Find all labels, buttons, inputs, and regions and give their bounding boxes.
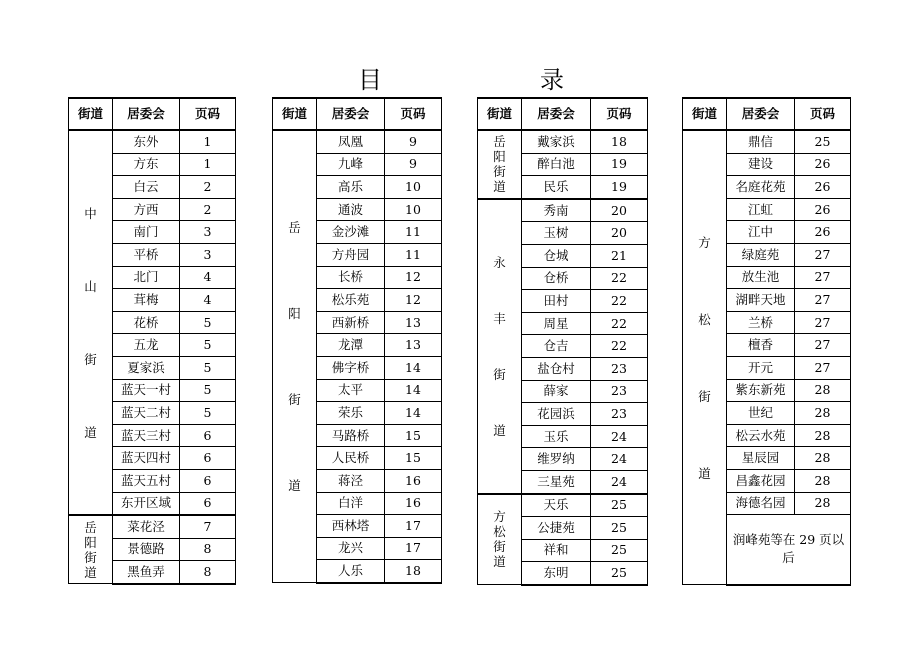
committee-name: 花园浜 — [522, 403, 591, 426]
street-name: 岳 阳 街 道 — [478, 130, 522, 199]
committee-name: 蒋泾 — [317, 469, 385, 492]
committee-name: 戴家浜 — [522, 130, 591, 153]
page-number: 22 — [591, 312, 648, 335]
page-number: 27 — [795, 334, 851, 357]
page-number: 28 — [795, 469, 851, 492]
page-number: 11 — [385, 243, 442, 266]
page-number: 5 — [180, 379, 236, 402]
page-number: 28 — [795, 492, 851, 515]
header-street: 街道 — [683, 98, 727, 130]
committee-name: 开元 — [727, 356, 795, 379]
committee-name: 星辰园 — [727, 447, 795, 470]
page-number: 2 — [180, 198, 236, 221]
page-number: 23 — [591, 403, 648, 426]
committee-name: 世纪 — [727, 402, 795, 425]
committee-name: 田村 — [522, 290, 591, 313]
page-number: 5 — [180, 334, 236, 357]
street-name: 岳 阳 街 道 — [273, 130, 317, 583]
committee-name: 东明 — [522, 562, 591, 585]
committee-name: 景德路 — [113, 538, 180, 561]
page-number: 20 — [591, 222, 648, 245]
committee-name: 西新桥 — [317, 311, 385, 334]
page-number: 6 — [180, 492, 236, 515]
table-row — [69, 515, 236, 538]
committee-name: 蓝天一村 — [113, 379, 180, 402]
page-number: 6 — [180, 447, 236, 470]
page-number: 13 — [385, 334, 442, 357]
committee-name: 盐仓村 — [522, 357, 591, 380]
committee-name: 兰桥 — [727, 311, 795, 334]
committee-name: 建设 — [727, 153, 795, 176]
committee-name: 通波 — [317, 198, 385, 221]
committee-name: 东外 — [113, 130, 180, 153]
committee-name: 九峰 — [317, 153, 385, 176]
committee-name: 仓城 — [522, 244, 591, 267]
table-row — [478, 494, 648, 517]
committee-name: 鼎信 — [727, 130, 795, 153]
page-number: 28 — [795, 447, 851, 470]
committee-name: 荣乐 — [317, 402, 385, 425]
committee-name: 南门 — [113, 221, 180, 244]
header-street: 街道 — [69, 98, 113, 130]
committee-name: 佛字桥 — [317, 356, 385, 379]
page-number: 14 — [385, 379, 442, 402]
page-number: 27 — [795, 289, 851, 312]
header-committee: 居委会 — [727, 98, 795, 130]
committee-name: 昌鑫花园 — [727, 469, 795, 492]
page-number: 27 — [795, 311, 851, 334]
page-number: 25 — [591, 494, 648, 517]
page-number: 6 — [180, 469, 236, 492]
page-number: 15 — [385, 447, 442, 470]
committee-name: 秀南 — [522, 199, 591, 222]
page-number: 23 — [591, 380, 648, 403]
page-number: 12 — [385, 289, 442, 312]
committee-name: 醉白池 — [522, 153, 591, 176]
committee-name: 方舟园 — [317, 243, 385, 266]
page-number: 5 — [180, 311, 236, 334]
table-row — [273, 130, 442, 153]
committee-name: 金沙滩 — [317, 221, 385, 244]
table-row — [478, 130, 648, 153]
committee-name: 方西 — [113, 198, 180, 221]
table-row — [478, 199, 648, 222]
page-number: 14 — [385, 356, 442, 379]
page-number: 7 — [180, 515, 236, 538]
page-number: 26 — [795, 176, 851, 199]
committee-name: 江虹 — [727, 198, 795, 221]
header-committee: 居委会 — [522, 98, 591, 130]
committee-name: 白洋 — [317, 492, 385, 515]
table-row — [683, 130, 851, 153]
page-number: 26 — [795, 153, 851, 176]
index-table-4 — [682, 97, 851, 586]
committee-name: 名庭花苑 — [727, 176, 795, 199]
page-number: 28 — [795, 379, 851, 402]
committee-name: 玉乐 — [522, 425, 591, 448]
header-row — [478, 98, 648, 130]
page-number: 22 — [591, 335, 648, 358]
title-char-right: 录 — [540, 66, 564, 94]
committee-name: 茸梅 — [113, 289, 180, 312]
page-number: 15 — [385, 424, 442, 447]
committee-name: 夏家浜 — [113, 356, 180, 379]
committee-name: 蓝天五村 — [113, 469, 180, 492]
committee-name: 西林塔 — [317, 515, 385, 538]
committee-name: 紫东新苑 — [727, 379, 795, 402]
committee-name: 祥和 — [522, 539, 591, 562]
committee-name: 松乐苑 — [317, 289, 385, 312]
header-row — [683, 98, 851, 130]
page-number: 4 — [180, 289, 236, 312]
page-number: 21 — [591, 244, 648, 267]
header-page: 页码 — [795, 98, 851, 130]
committee-name: 三星苑 — [522, 470, 591, 493]
page-number: 17 — [385, 537, 442, 560]
page-number: 24 — [591, 448, 648, 471]
index-table-2 — [272, 97, 442, 584]
committee-name: 长桥 — [317, 266, 385, 289]
committee-name: 松云水苑 — [727, 424, 795, 447]
committee-name: 高乐 — [317, 176, 385, 199]
committee-name: 海德名园 — [727, 492, 795, 515]
page-number: 26 — [795, 198, 851, 221]
page-number: 19 — [591, 176, 648, 199]
committee-name: 人民桥 — [317, 447, 385, 470]
header-page: 页码 — [385, 98, 442, 130]
page-number: 4 — [180, 266, 236, 289]
page-number: 23 — [591, 357, 648, 380]
committee-name: 东开区域 — [113, 492, 180, 515]
page-number: 28 — [795, 424, 851, 447]
page-number: 27 — [795, 356, 851, 379]
committee-name: 薛家 — [522, 380, 591, 403]
committee-name: 仓桥 — [522, 267, 591, 290]
page-number: 18 — [591, 130, 648, 153]
page-number: 13 — [385, 311, 442, 334]
page-number: 25 — [591, 517, 648, 540]
page-number: 27 — [795, 266, 851, 289]
page-number: 5 — [180, 356, 236, 379]
page-number: 1 — [180, 130, 236, 153]
committee-name: 放生池 — [727, 266, 795, 289]
committee-name: 人乐 — [317, 560, 385, 583]
header-page: 页码 — [180, 98, 236, 130]
header-street: 街道 — [273, 98, 317, 130]
header-committee: 居委会 — [317, 98, 385, 130]
committee-name: 黑鱼弄 — [113, 561, 180, 584]
page-number: 10 — [385, 198, 442, 221]
committee-name: 民乐 — [522, 176, 591, 199]
page-number: 16 — [385, 492, 442, 515]
committee-name: 菜花泾 — [113, 515, 180, 538]
page-number: 22 — [591, 290, 648, 313]
continuation-note: 润峰苑等在 29 页以后 — [727, 515, 851, 585]
page-number: 16 — [385, 469, 442, 492]
page-number: 9 — [385, 130, 442, 153]
index-table-3 — [477, 97, 648, 586]
index-table-1 — [68, 97, 236, 585]
page-number: 19 — [591, 153, 648, 176]
title-char-left: 目 — [358, 66, 382, 94]
street-name: 方 松 街 道 — [683, 130, 727, 585]
page-number: 11 — [385, 221, 442, 244]
header-row — [273, 98, 442, 130]
committee-name: 周星 — [522, 312, 591, 335]
page-number: 25 — [591, 562, 648, 585]
page-number: 8 — [180, 561, 236, 584]
page-number: 3 — [180, 221, 236, 244]
page-number: 1 — [180, 153, 236, 176]
committee-name: 五龙 — [113, 334, 180, 357]
committee-name: 方东 — [113, 153, 180, 176]
committee-name: 玉树 — [522, 222, 591, 245]
committee-name: 白云 — [113, 176, 180, 199]
committee-name: 花桥 — [113, 311, 180, 334]
page-number: 9 — [385, 153, 442, 176]
page-number: 22 — [591, 267, 648, 290]
document-title — [0, 64, 920, 96]
street-name: 方 松 街 道 — [478, 494, 522, 585]
committee-name: 公捷苑 — [522, 517, 591, 540]
street-name: 永 丰 街 道 — [478, 199, 522, 494]
committee-name: 仓吉 — [522, 335, 591, 358]
committee-name: 北门 — [113, 266, 180, 289]
page-number: 17 — [385, 515, 442, 538]
street-name: 中 山 街 道 — [69, 130, 113, 515]
committee-name: 檀香 — [727, 334, 795, 357]
committee-name: 维罗纳 — [522, 448, 591, 471]
page-number: 24 — [591, 425, 648, 448]
page-number: 10 — [385, 176, 442, 199]
committee-name: 龙潭 — [317, 334, 385, 357]
page-number: 20 — [591, 199, 648, 222]
committee-name: 天乐 — [522, 494, 591, 517]
committee-name: 蓝天三村 — [113, 424, 180, 447]
page-number: 5 — [180, 402, 236, 425]
committee-name: 湖畔天地 — [727, 289, 795, 312]
committee-name: 蓝天二村 — [113, 402, 180, 425]
page-number: 14 — [385, 402, 442, 425]
table-row — [69, 130, 236, 153]
committee-name: 绿庭苑 — [727, 243, 795, 266]
header-committee: 居委会 — [113, 98, 180, 130]
committee-name: 江中 — [727, 221, 795, 244]
page-number: 12 — [385, 266, 442, 289]
header-page: 页码 — [591, 98, 648, 130]
page-number: 24 — [591, 470, 648, 493]
committee-name: 太平 — [317, 379, 385, 402]
page-number: 25 — [795, 130, 851, 153]
page-number: 2 — [180, 176, 236, 199]
page-number: 28 — [795, 402, 851, 425]
committee-name: 平桥 — [113, 243, 180, 266]
page-number: 18 — [385, 560, 442, 583]
committee-name: 蓝天四村 — [113, 447, 180, 470]
committee-name: 凤凰 — [317, 130, 385, 153]
committee-name: 马路桥 — [317, 424, 385, 447]
page-number: 6 — [180, 424, 236, 447]
street-name: 岳 阳 街 道 — [69, 515, 113, 584]
page-number: 27 — [795, 243, 851, 266]
committee-name: 龙兴 — [317, 537, 385, 560]
page-number: 26 — [795, 221, 851, 244]
page-number: 25 — [591, 539, 648, 562]
page-number: 8 — [180, 538, 236, 561]
header-row — [69, 98, 236, 130]
header-street: 街道 — [478, 98, 522, 130]
page-number: 3 — [180, 243, 236, 266]
